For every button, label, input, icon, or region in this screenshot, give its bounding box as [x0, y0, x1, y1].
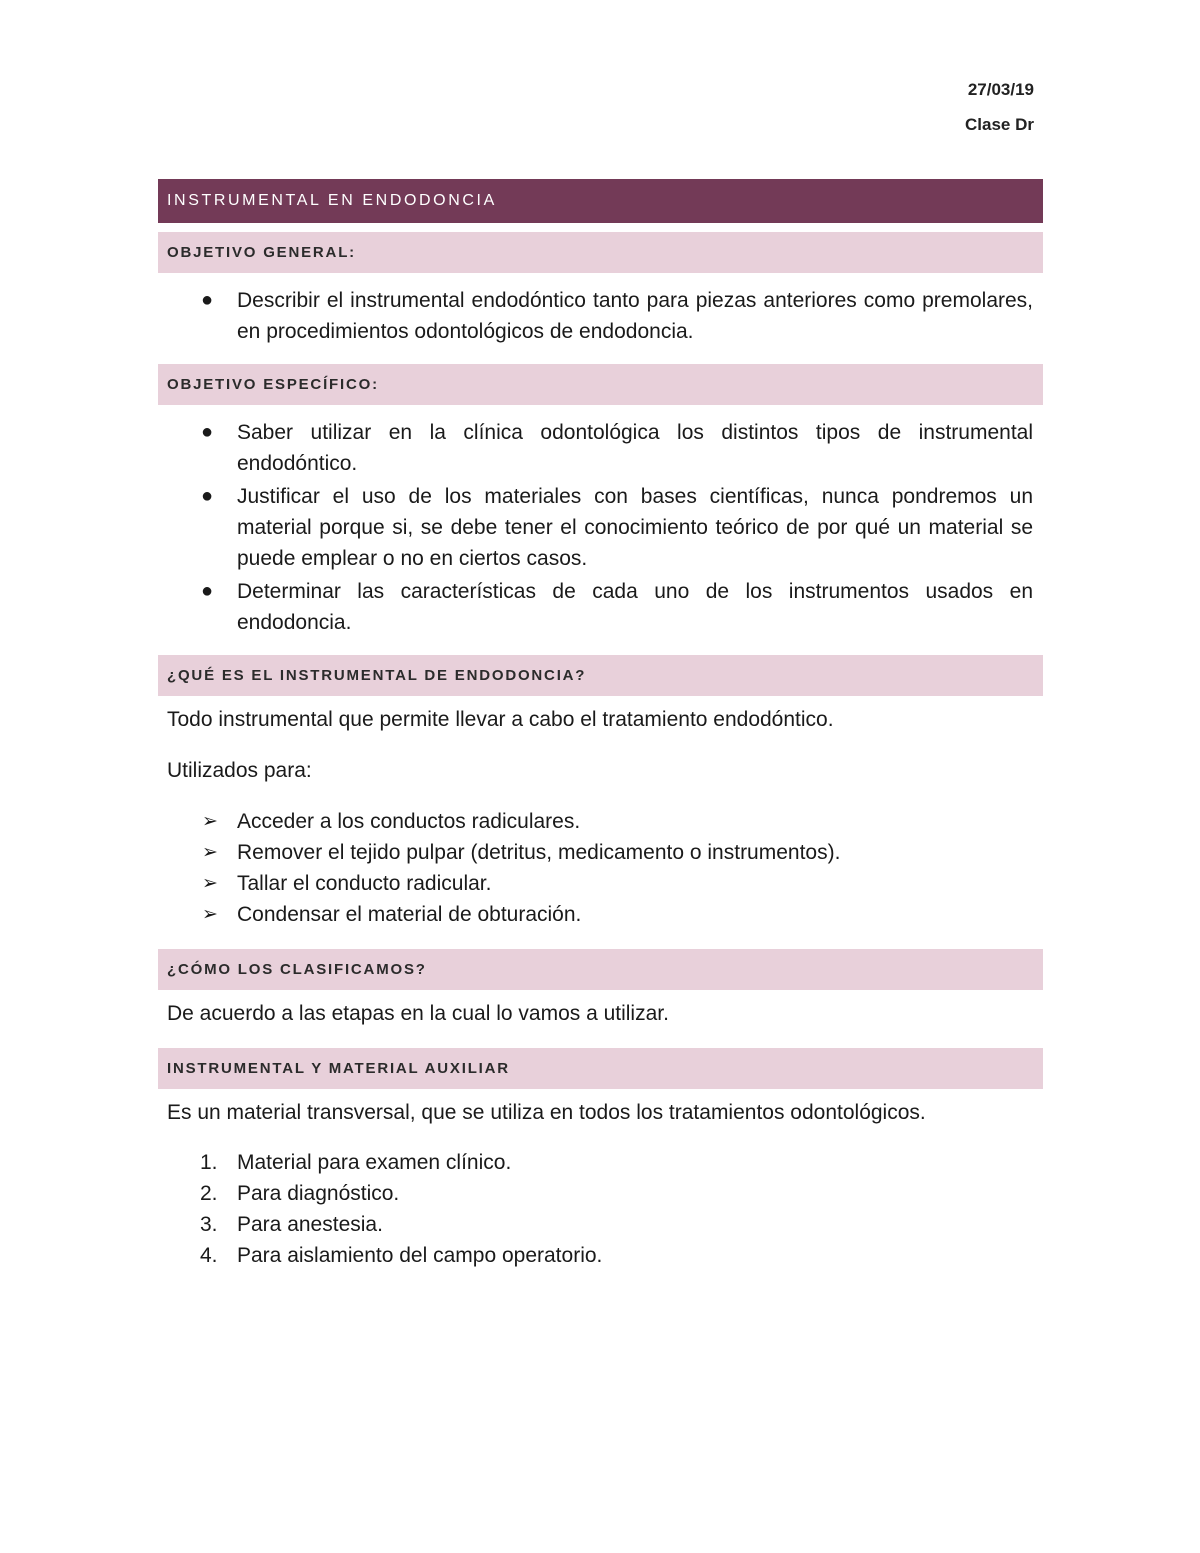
- list-item: 1. Material para examen clínico.: [200, 1151, 512, 1174]
- bullet-icon: ●: [201, 485, 214, 507]
- heading-objetivo-general: OBJETIVO GENERAL:: [158, 232, 1043, 273]
- list-objetivo-general: [158, 285, 1043, 347]
- bullet-icon: ●: [201, 421, 214, 443]
- list-item: ➢ Acceder a los conductos radiculares.: [158, 806, 1043, 837]
- paragraph-clasificacion: De acuerdo a las etapas en la cual lo vamos a utilizar.: [167, 1002, 669, 1025]
- list-item: ➢ Condensar el material de obturación.: [158, 899, 1043, 930]
- paragraph-utilizados: Utilizados para:: [167, 759, 312, 782]
- arrow-bullet-icon: ➢: [202, 904, 218, 925]
- heading-auxiliar: INSTRUMENTAL Y MATERIAL AUXILIAR: [158, 1048, 1043, 1089]
- paragraph-auxiliar: Es un material transversal, que se utiliza en todos los tratamientos odontológicos.: [167, 1101, 926, 1124]
- document-body: [158, 179, 1043, 1271]
- arrow-bullet-icon: ➢: [202, 873, 218, 894]
- list-item: ➢ Tallar el conducto radicular.: [158, 868, 1043, 899]
- list-item: ● Saber utilizar en la clínica odontológica los distintos tipos de instrumental endodóntico.: [158, 417, 1043, 479]
- paragraph-definition: Todo instrumental que permite llevar a cabo el tratamiento endodóntico.: [167, 708, 834, 731]
- heading-como-clasificamos: ¿CÓMO LOS CLASIFICAMOS?: [158, 949, 1043, 990]
- arrow-bullet-icon: ➢: [202, 842, 218, 863]
- list-objetivo-especifico: [158, 417, 1043, 638]
- document-title: INSTRUMENTAL EN ENDODONCIA: [158, 179, 1043, 223]
- arrow-bullet-icon: ➢: [202, 811, 218, 832]
- heading-objetivo-especifico: OBJETIVO ESPECÍFICO:: [158, 364, 1043, 405]
- class-label: Clase Dr: [965, 115, 1034, 134]
- list-item: ➢ Remover el tejido pulpar (detritus, medicamento o instrumentos).: [158, 837, 1043, 868]
- list-item: ● Describir el instrumental endodóntico tanto para piezas anteriores como premolares, en procedimientos odontológicos de endodoncia.: [158, 285, 1043, 347]
- bullet-icon: ●: [201, 580, 214, 602]
- bullet-icon: ●: [201, 289, 214, 311]
- list-item: 4. Para aislamiento del campo operatorio.: [200, 1244, 603, 1267]
- list-item: ● Determinar las características de cada uno de los instrumentos usados en endodoncia.: [158, 576, 1043, 638]
- list-item: 2. Para diagnóstico.: [200, 1182, 400, 1205]
- list-item: ● Justificar el uso de los materiales con bases científicas, nunca pondremos un material porque si, se debe tener el conocimiento teórico de por qué un material se puede emplear o no en ciertos casos.: [158, 481, 1043, 574]
- list-auxiliar: [158, 1147, 1043, 1271]
- list-item: 3. Para anestesia.: [200, 1213, 383, 1236]
- heading-que-es: ¿QUÉ ES EL INSTRUMENTAL DE ENDODONCIA?: [158, 655, 1043, 696]
- document-date: 27/03/19: [967, 80, 1034, 99]
- list-utilizados-para: [158, 806, 1043, 930]
